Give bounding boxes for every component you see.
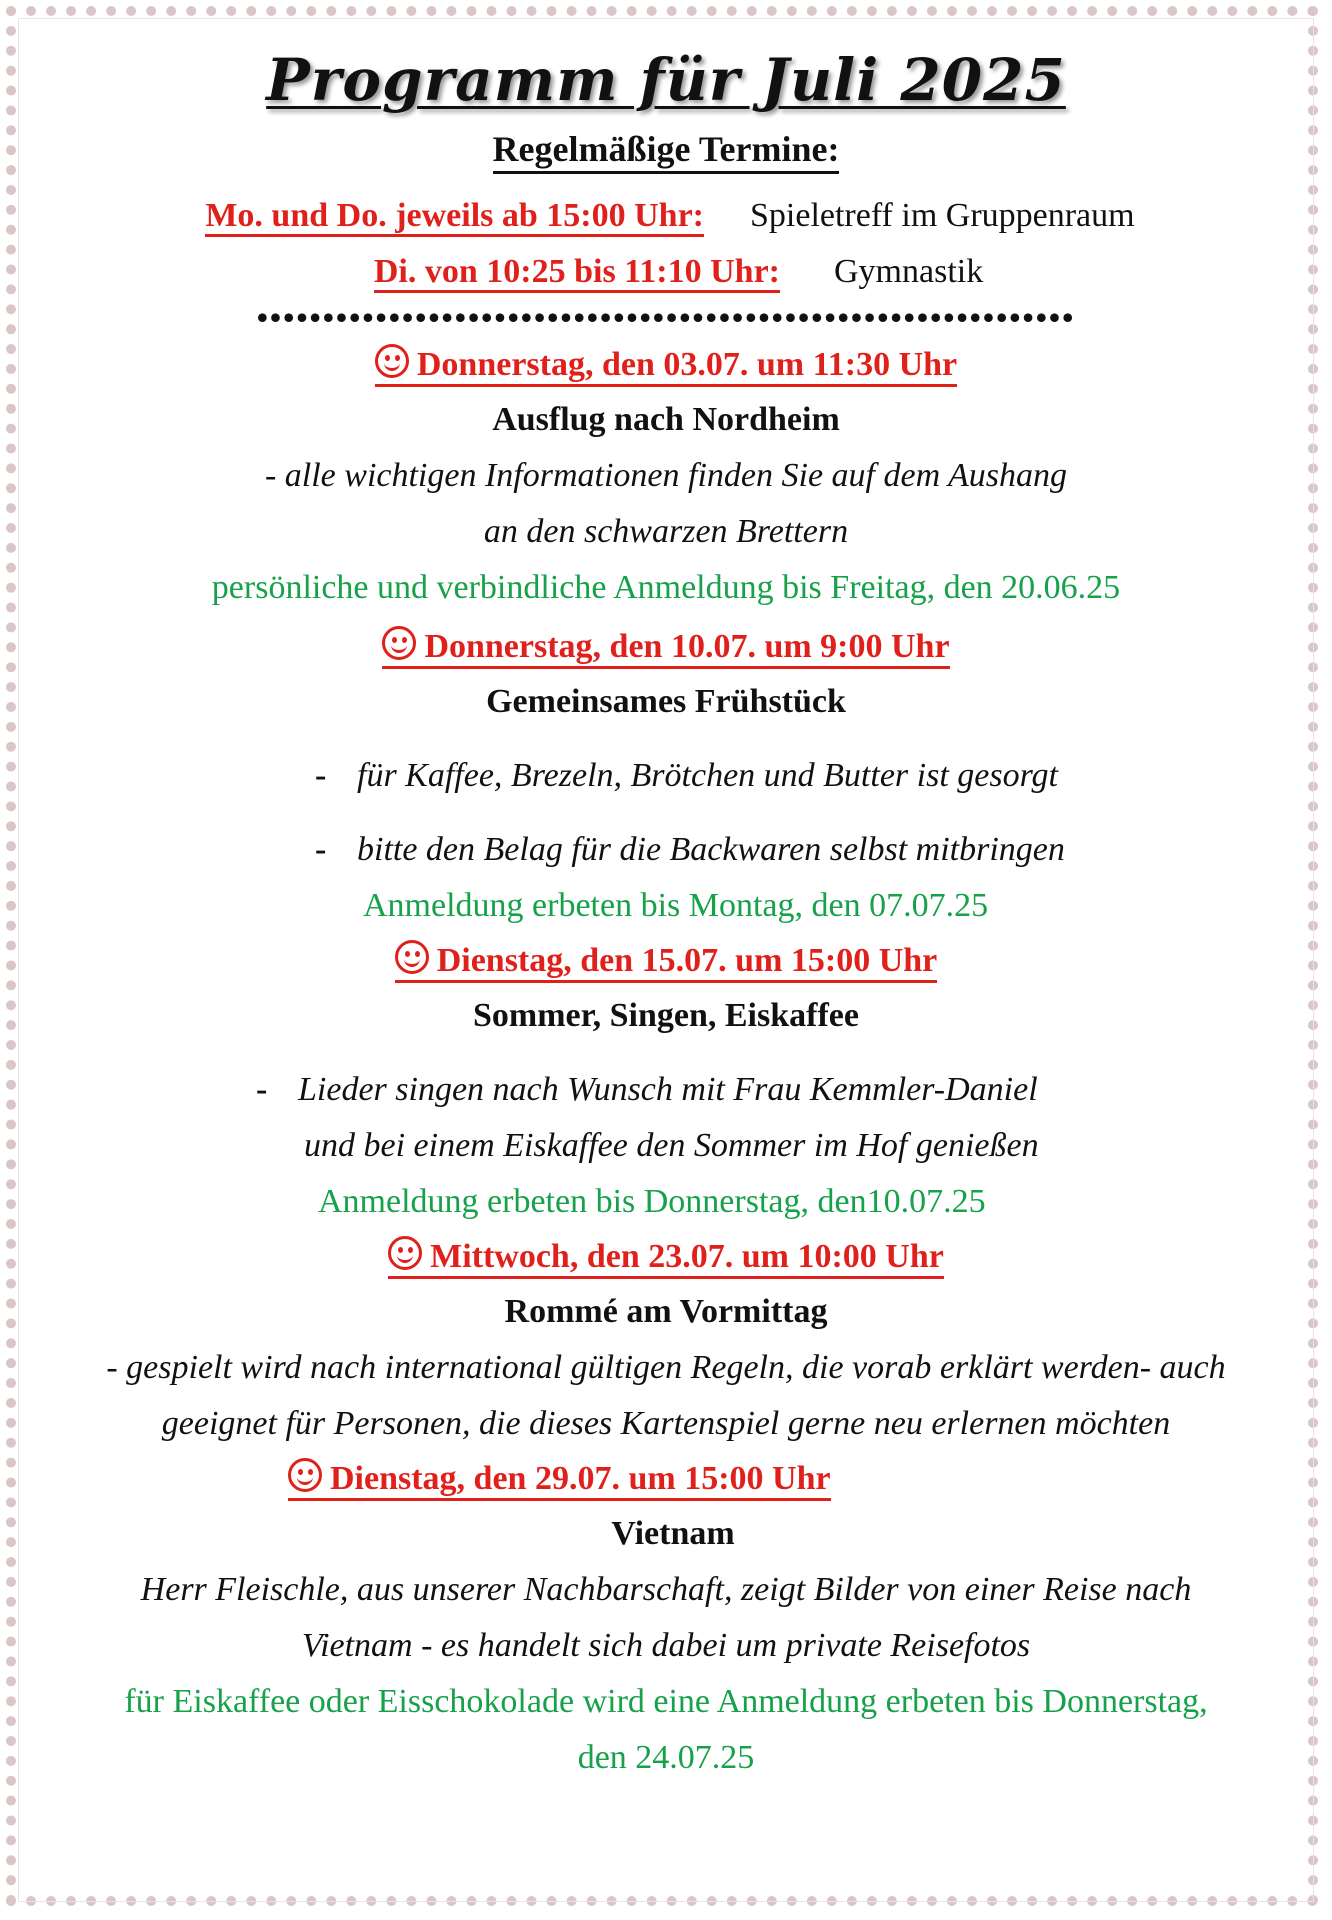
event-title: Ausflug nach Nordheim [492,401,840,438]
event-description: an den schwarzen Brettern [483,513,849,550]
event-description: geeignet für Personen, die dieses Kartenspiel gerne neu erlernen möchten [161,1405,1171,1442]
event-description: - gespielt wird nach international gültigen Regeln, die vorab erklärt werden- auch [106,1349,1226,1386]
event-bullet: - bitte den Belag für die Backwaren selbst mitbringen [315,831,1065,868]
regular-date-when: Mo. und Do. jeweils ab 15:00 Uhr: [205,197,704,237]
event-description: - alle wichtigen Informationen finden Sie auf dem Aushang [264,457,1068,494]
event-title: Rommé am Vormittag [504,1293,828,1330]
regular-date-what: Gymnastik [834,253,984,290]
event-description: Vietnam - es handelt sich dabei um private Reisefotos [301,1627,1031,1664]
regular-date-row [40,188,1292,244]
dotted-divider: •••••••••••••••••••••••••••••••••••••••••••••••••••••••••••••• [256,302,1076,332]
event-title: Vietnam [611,1515,735,1552]
regular-date-what: Spieletreff im Gruppenraum [750,197,1135,234]
event-bullet-continuation: und bei einem Eiskaffee den Sommer im Hof genießen [304,1127,1039,1164]
event-registration: persönliche und verbindliche Anmeldung bis Freitag, den 20.06.25 [211,569,1121,606]
event-date: Dienstag, den 29.07. um 15:00 Uhr [40,1452,1292,1506]
event-date: Dienstag, den 15.07. um 15:00 Uhr [40,934,1292,988]
event-title: Gemeinsames Frühstück [486,683,846,720]
event-description: Herr Fleischle, aus unserer Nachbarschaft, zeigt Bilder von einer Reise nach [140,1571,1192,1608]
smiley-icon [382,626,416,660]
flyer-content [40,30,1292,1786]
event-date: Donnerstag, den 10.07. um 9:00 Uhr [40,620,1292,674]
event-title: Sommer, Singen, Eiskaffee [473,997,859,1034]
event-date: Mittwoch, den 23.07. um 10:00 Uhr [40,1230,1292,1284]
regular-date-row [40,244,1292,300]
smiley-icon [375,344,409,378]
event-registration: den 24.07.25 [577,1739,755,1776]
event-bullet: - Lieder singen nach Wunsch mit Frau Kemmler-Daniel [256,1071,1038,1108]
event-registration: Anmeldung erbeten bis Donnerstag, den10.07.25 [318,1183,986,1220]
smiley-icon [395,940,429,974]
regular-date-when: Di. von 10:25 bis 11:10 Uhr: [374,253,780,293]
smiley-icon [288,1458,322,1492]
event-date: Donnerstag, den 03.07. um 11:30 Uhr [40,338,1292,392]
event-bullet: - für Kaffee, Brezeln, Brötchen und Butter ist gesorgt [315,757,1059,794]
page-title: Programm für Juli 2025 [266,46,1066,114]
event-registration: für Eiskaffee oder Eisschokolade wird eine Anmeldung erbeten bis Donnerstag, [124,1683,1208,1720]
smiley-icon [388,1236,422,1270]
event-registration: Anmeldung erbeten bis Montag, den 07.07.25 [363,887,989,924]
regular-dates-heading: Regelmäßige Termine: [40,120,1292,178]
